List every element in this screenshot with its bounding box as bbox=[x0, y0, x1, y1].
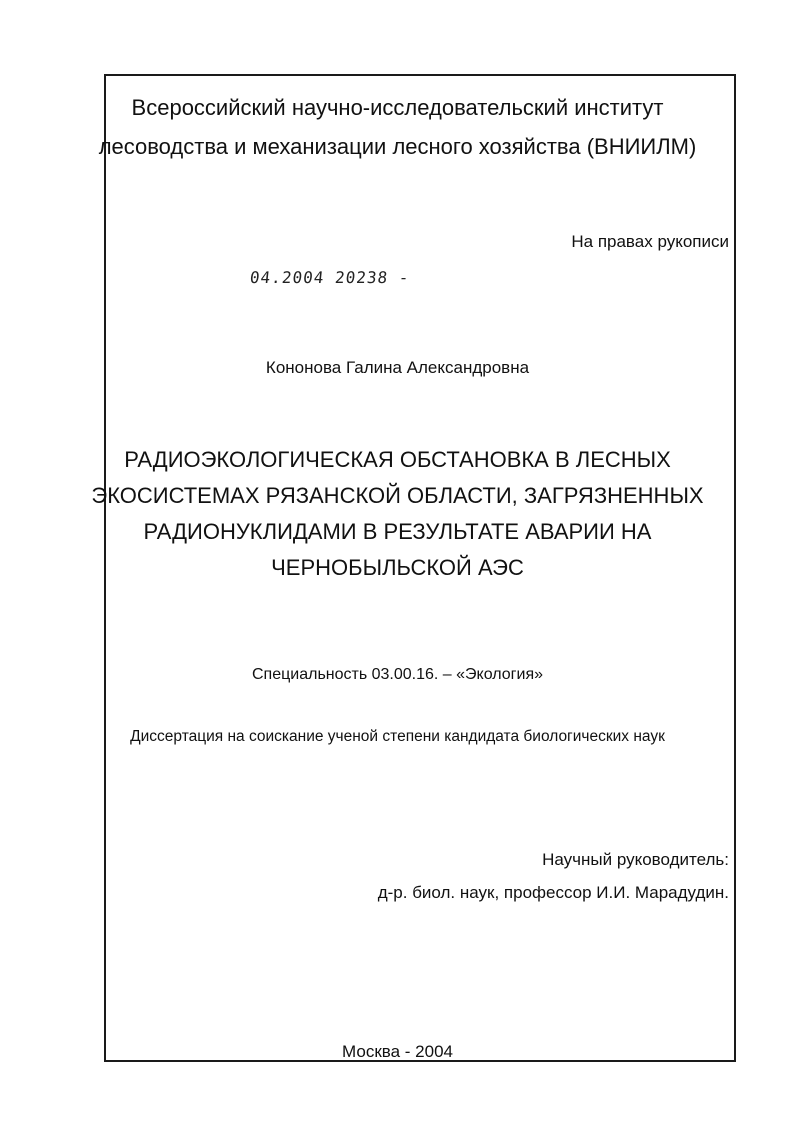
registration-number: 04.2004 20238 - bbox=[249, 268, 411, 287]
specialty: Специальность 03.00.16. – «Экология» bbox=[251, 666, 544, 683]
supervisor-label: Научный руководитель: bbox=[542, 850, 729, 869]
title-line-1: РАДИОЭКОЛОГИЧЕСКАЯ ОБСТАНОВКА В ЛЕСНЫХ bbox=[124, 447, 671, 472]
dissertation-title bbox=[0, 442, 795, 586]
author-name: Кононова Галина Александровна bbox=[265, 358, 530, 377]
institute-name bbox=[0, 88, 795, 166]
title-line-3: РАДИОНУКЛИДАМИ В РЕЗУЛЬТАТЕ АВАРИИ НА bbox=[143, 519, 652, 544]
supervisor-name: д-р. биол. наук, профессор И.И. Марадудин. bbox=[377, 883, 729, 902]
institute-line-2: лесоводства и механизации лесного хозяйства (ВНИИЛМ) bbox=[98, 134, 697, 159]
dissertation-degree: Диссертация на соискание ученой степени кандидата биологических наук bbox=[130, 728, 665, 745]
title-line-4: ЧЕРНОБЫЛЬСКОЙ АЭС bbox=[271, 555, 524, 580]
title-line-2: ЭКОСИСТЕМАХ РЯЗАНСКОЙ ОБЛАСТИ, ЗАГРЯЗНЕННЫХ bbox=[91, 483, 704, 508]
institute-line-1: Всероссийский научно-исследовательский институт bbox=[131, 95, 664, 120]
city-year: Москва - 2004 bbox=[342, 1042, 453, 1061]
manuscript-note: На правах рукописи bbox=[571, 232, 729, 251]
